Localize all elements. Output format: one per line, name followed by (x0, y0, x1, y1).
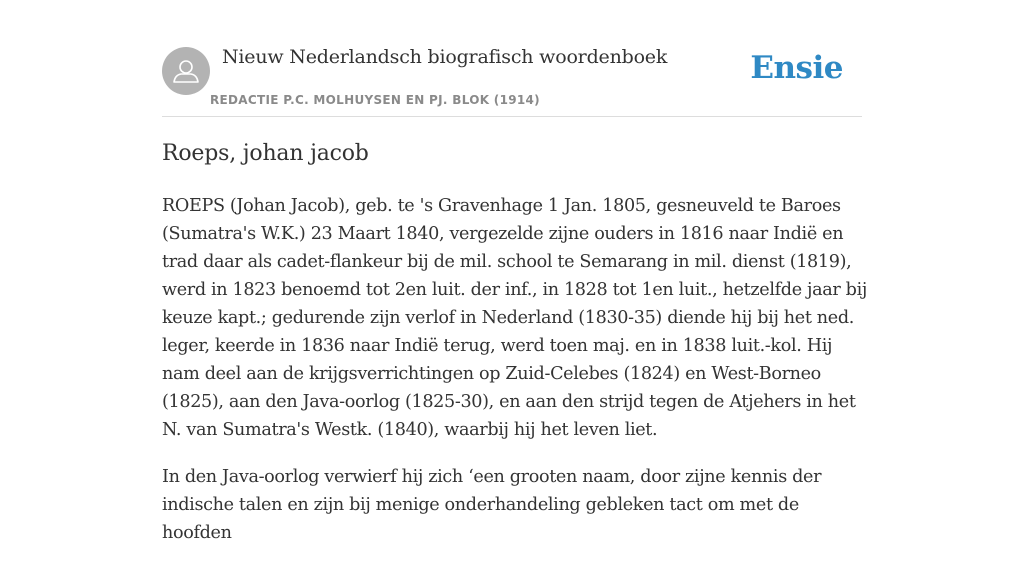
source-title-link[interactable]: Nieuw Nederlandsch biografisch woordenboek (222, 46, 668, 68)
user-silhouette-icon[interactable] (162, 47, 210, 95)
source-editors: REDACTIE P.C. MOLHUYSEN EN PJ. BLOK (1914) (210, 93, 540, 107)
entry-paragraph: ROEPS (Johan Jacob), geb. te 's Gravenhage 1 Jan. 1805, gesneuveld te Baroes (Sumatra's W.K.) 23 Maart 1840, vergezelde zijne ouders in 1816 naar Indië en trad daar als cadet-flankeur bij de mil. school te Semarang in mil. dienst (1819), werd in 1823 benoemd tot 2en luit. der inf., in 1828 tot 1en luit., hetzelfde jaar bij keuze kapt.; gedurende zijn verlof in Nederland (1830-35) diende hij bij het ned. leger, keerde in 1836 naar Indië terug, werd toen maj. en in 1838 luit.-kol. Hij nam deel aan de krijgsverrichtingen op Zuid-Celebes (1824) en West-Borneo (1825), aan den Java-oorlog (1825-30), en aan den strijd tegen de Atjehers in het N. van Sumatra's Westk. (1840), waarbij hij het leven liet. (162, 196, 867, 440)
entry-body (162, 192, 867, 566)
entry-title: Roeps, johan jacob (162, 141, 369, 166)
entry-paragraph: In den Java-oorlog verwierf hij zich ‘een grooten naam, door zijne kennis der indische talen en zijn bij menige onderhandeling gebleken tact om met de hoofden (162, 467, 822, 543)
ensie-logo[interactable]: Ensie (750, 50, 843, 86)
source-header (162, 44, 862, 117)
